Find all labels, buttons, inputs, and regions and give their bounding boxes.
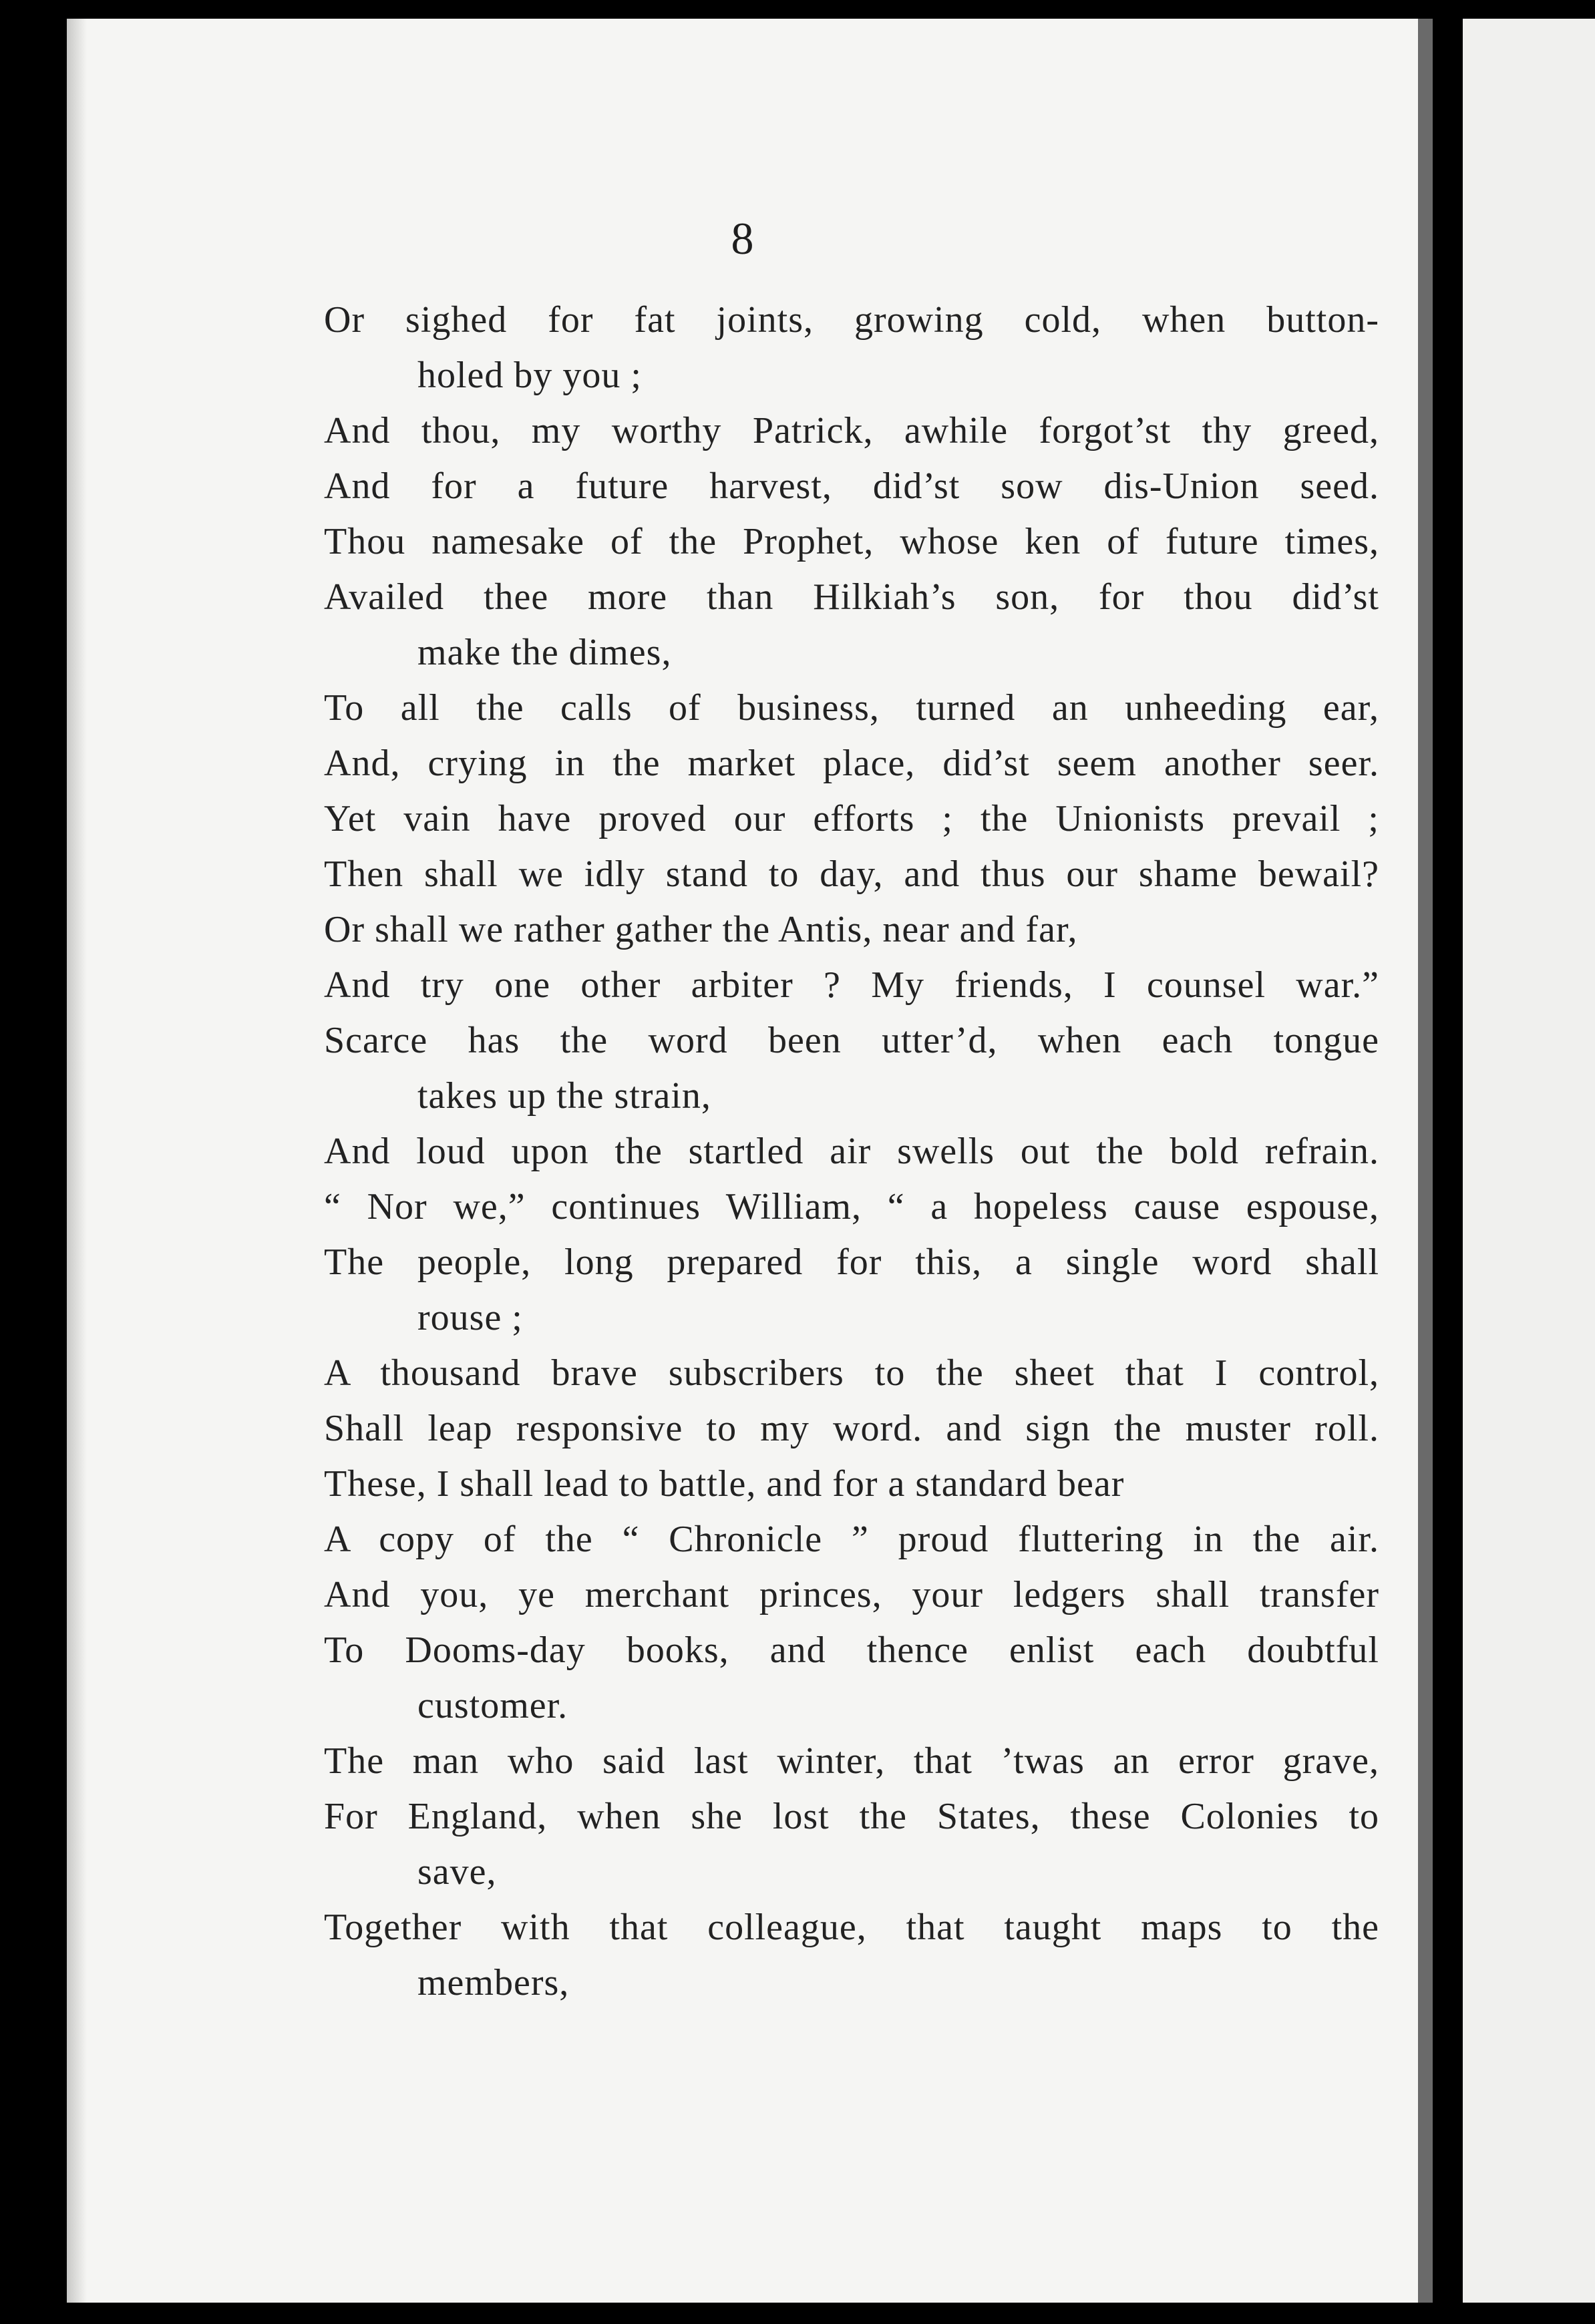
poem-line: Availed thee more than Hilkiah’s son, for thou did’st (324, 576, 1379, 618)
poem-line: Then shall we idly stand to day, and thus our shame bewail? (324, 853, 1379, 895)
poem-line: These, I shall lead to battle, and for a standard bear (324, 1463, 1125, 1505)
poem-text (324, 293, 1379, 2011)
poem-line: Together with that colleague, that taught maps to the (324, 1907, 1379, 1948)
poem-line: For England, when she lost the States, these Colonies to (324, 1796, 1379, 1837)
poem-line: And try one other arbiter ? My friends, I counsel war.” (324, 964, 1379, 1006)
poem-line: And for a future harvest, did’st sow dis-Union seed. (324, 465, 1379, 507)
poem-line: Shall leap responsive to my word. and sign the muster roll. (324, 1408, 1379, 1449)
poem-line: And loud upon the startled air swells out the bold refrain. (324, 1131, 1379, 1172)
poem-line: Yet vain have proved our efforts ; the Unionists prevail ; (324, 798, 1379, 839)
book-page (67, 19, 1433, 2303)
adjacent-page-edge (1463, 19, 1595, 2303)
poem-line: And, crying in the market place, did’st seem another seer. (324, 743, 1379, 784)
poem-line: To Dooms-day books, and thence enlist each doubtful (324, 1629, 1379, 1671)
poem-line: make the dimes, (417, 632, 672, 673)
poem-line: members, (417, 1962, 570, 2003)
poem-line: Or shall we rather gather the Antis, near and far, (324, 909, 1078, 950)
poem-line: customer. (417, 1685, 568, 1726)
poem-line: A thousand brave subscribers to the sheet that I control, (324, 1352, 1379, 1394)
poem-line: “ Nor we,” continues William, “ a hopeless cause espouse, (324, 1186, 1379, 1227)
poem-line: holed by you ; (417, 355, 642, 396)
poem-line: Scarce has the word been utter’d, when each tongue (324, 1020, 1379, 1061)
poem-line: takes up the strain, (417, 1075, 711, 1117)
poem-line: save, (417, 1851, 497, 1893)
poem-line: Thou namesake of the Prophet, whose ken of future times, (324, 521, 1379, 562)
poem-line: rouse ; (417, 1297, 523, 1338)
poem-line: Or sighed for fat joints, growing cold, when button- (324, 299, 1379, 341)
poem-line: The people, long prepared for this, a single word shall (324, 1241, 1379, 1283)
poem-line: To all the calls of business, turned an unheeding ear, (324, 687, 1379, 729)
gutter-shadow (67, 19, 87, 2303)
page-number: 8 (731, 213, 754, 264)
poem-line: A copy of the “ Chronicle ” proud fluttering in the air. (324, 1519, 1379, 1560)
poem-line: And you, ye merchant princes, your ledgers shall transfer (324, 1574, 1379, 1615)
poem-line: The man who said last winter, that ’twas an error grave, (324, 1740, 1379, 1782)
poem-line: And thou, my worthy Patrick, awhile forgot’st thy greed, (324, 410, 1379, 451)
